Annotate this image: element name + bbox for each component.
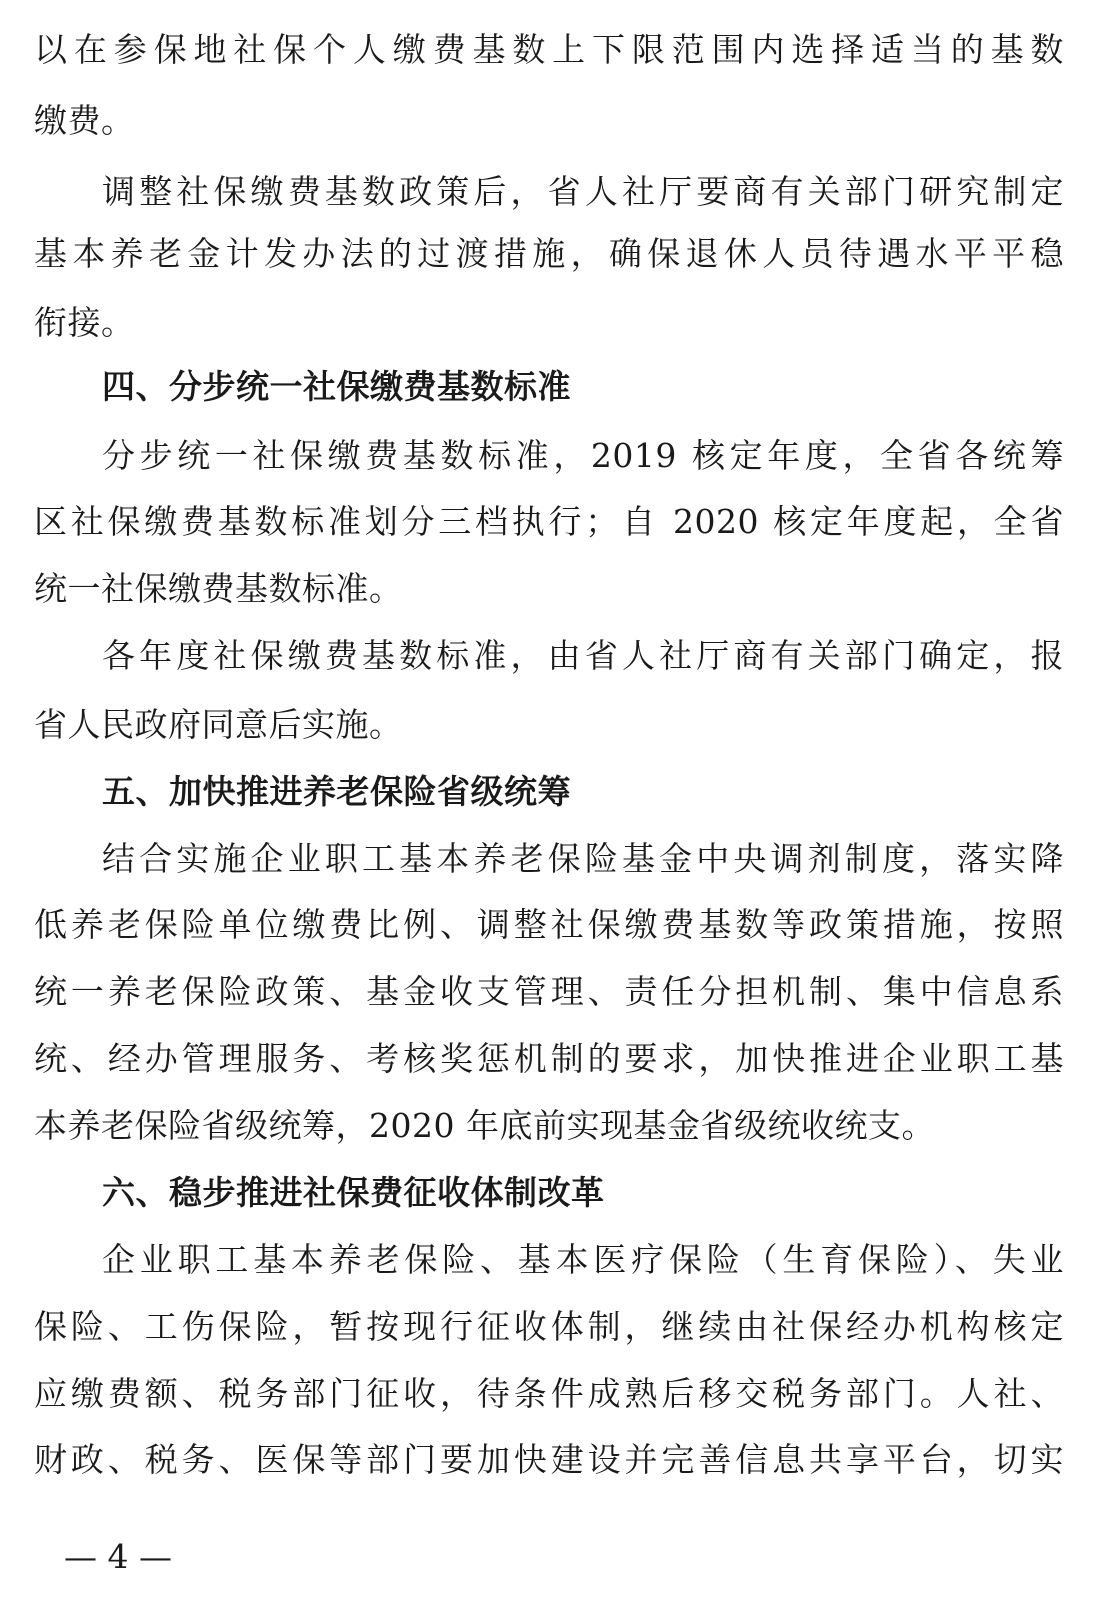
body-line: 以在参保地社保个人缴费基数上下限范围内选择适当的基数	[34, 30, 1064, 69]
body-line: 缴费。	[34, 101, 135, 140]
section-heading-4: 四、分步统一社保缴费基数标准	[102, 367, 571, 406]
body-line: 调整社保缴费基数政策后，省人社厅要商有关部门研究制定	[102, 172, 1064, 211]
body-line: 企业职工基本养老保险、基本医疗保险（生育保险）、失业	[102, 1240, 1064, 1279]
body-line: 分步统一社保缴费基数标准，2019 核定年度，全省各统筹	[102, 436, 1064, 475]
body-line: 统一社保缴费基数标准。	[34, 569, 403, 608]
page-number: — 4 —	[64, 1537, 172, 1576]
body-line: 应缴费额、税务部门征收，待条件成熟后移交税务部门。人社、	[34, 1374, 1064, 1413]
body-line: 本养老保险省级统筹，2020 年底前实现基金省级统收统支。	[34, 1106, 935, 1145]
body-line: 区社保缴费基数标准划分三档执行；自 2020 核定年度起，全省	[34, 502, 1064, 541]
body-line: 衔接。	[34, 303, 135, 342]
body-line: 财政、税务、医保等部门要加快建设并完善信息共享平台，切实	[34, 1440, 1064, 1479]
body-line: 省人民政府同意后实施。	[34, 705, 403, 744]
body-line: 低养老保险单位缴费比例、调整社保缴费基数等政策措施，按照	[34, 905, 1064, 944]
section-heading-5: 五、加快推进养老保险省级统筹	[102, 772, 571, 811]
body-line: 统、经办管理服务、考核奖惩机制的要求，加快推进企业职工基	[34, 1039, 1064, 1078]
body-line: 统一养老保险政策、基金收支管理、责任分担机制、集中信息系	[34, 972, 1064, 1011]
body-line: 保险、工伤保险，暂按现行征收体制，继续由社保经办机构核定	[34, 1307, 1064, 1346]
body-line: 基本养老金计发办法的过渡措施，确保退休人员待遇水平平稳	[34, 234, 1064, 273]
section-heading-6: 六、稳步推进社保费征收体制改革	[102, 1173, 605, 1212]
body-line: 各年度社保缴费基数标准，由省人社厅商有关部门确定，报	[102, 636, 1064, 675]
body-line: 结合实施企业职工基本养老保险基金中央调剂制度，落实降	[102, 839, 1064, 878]
